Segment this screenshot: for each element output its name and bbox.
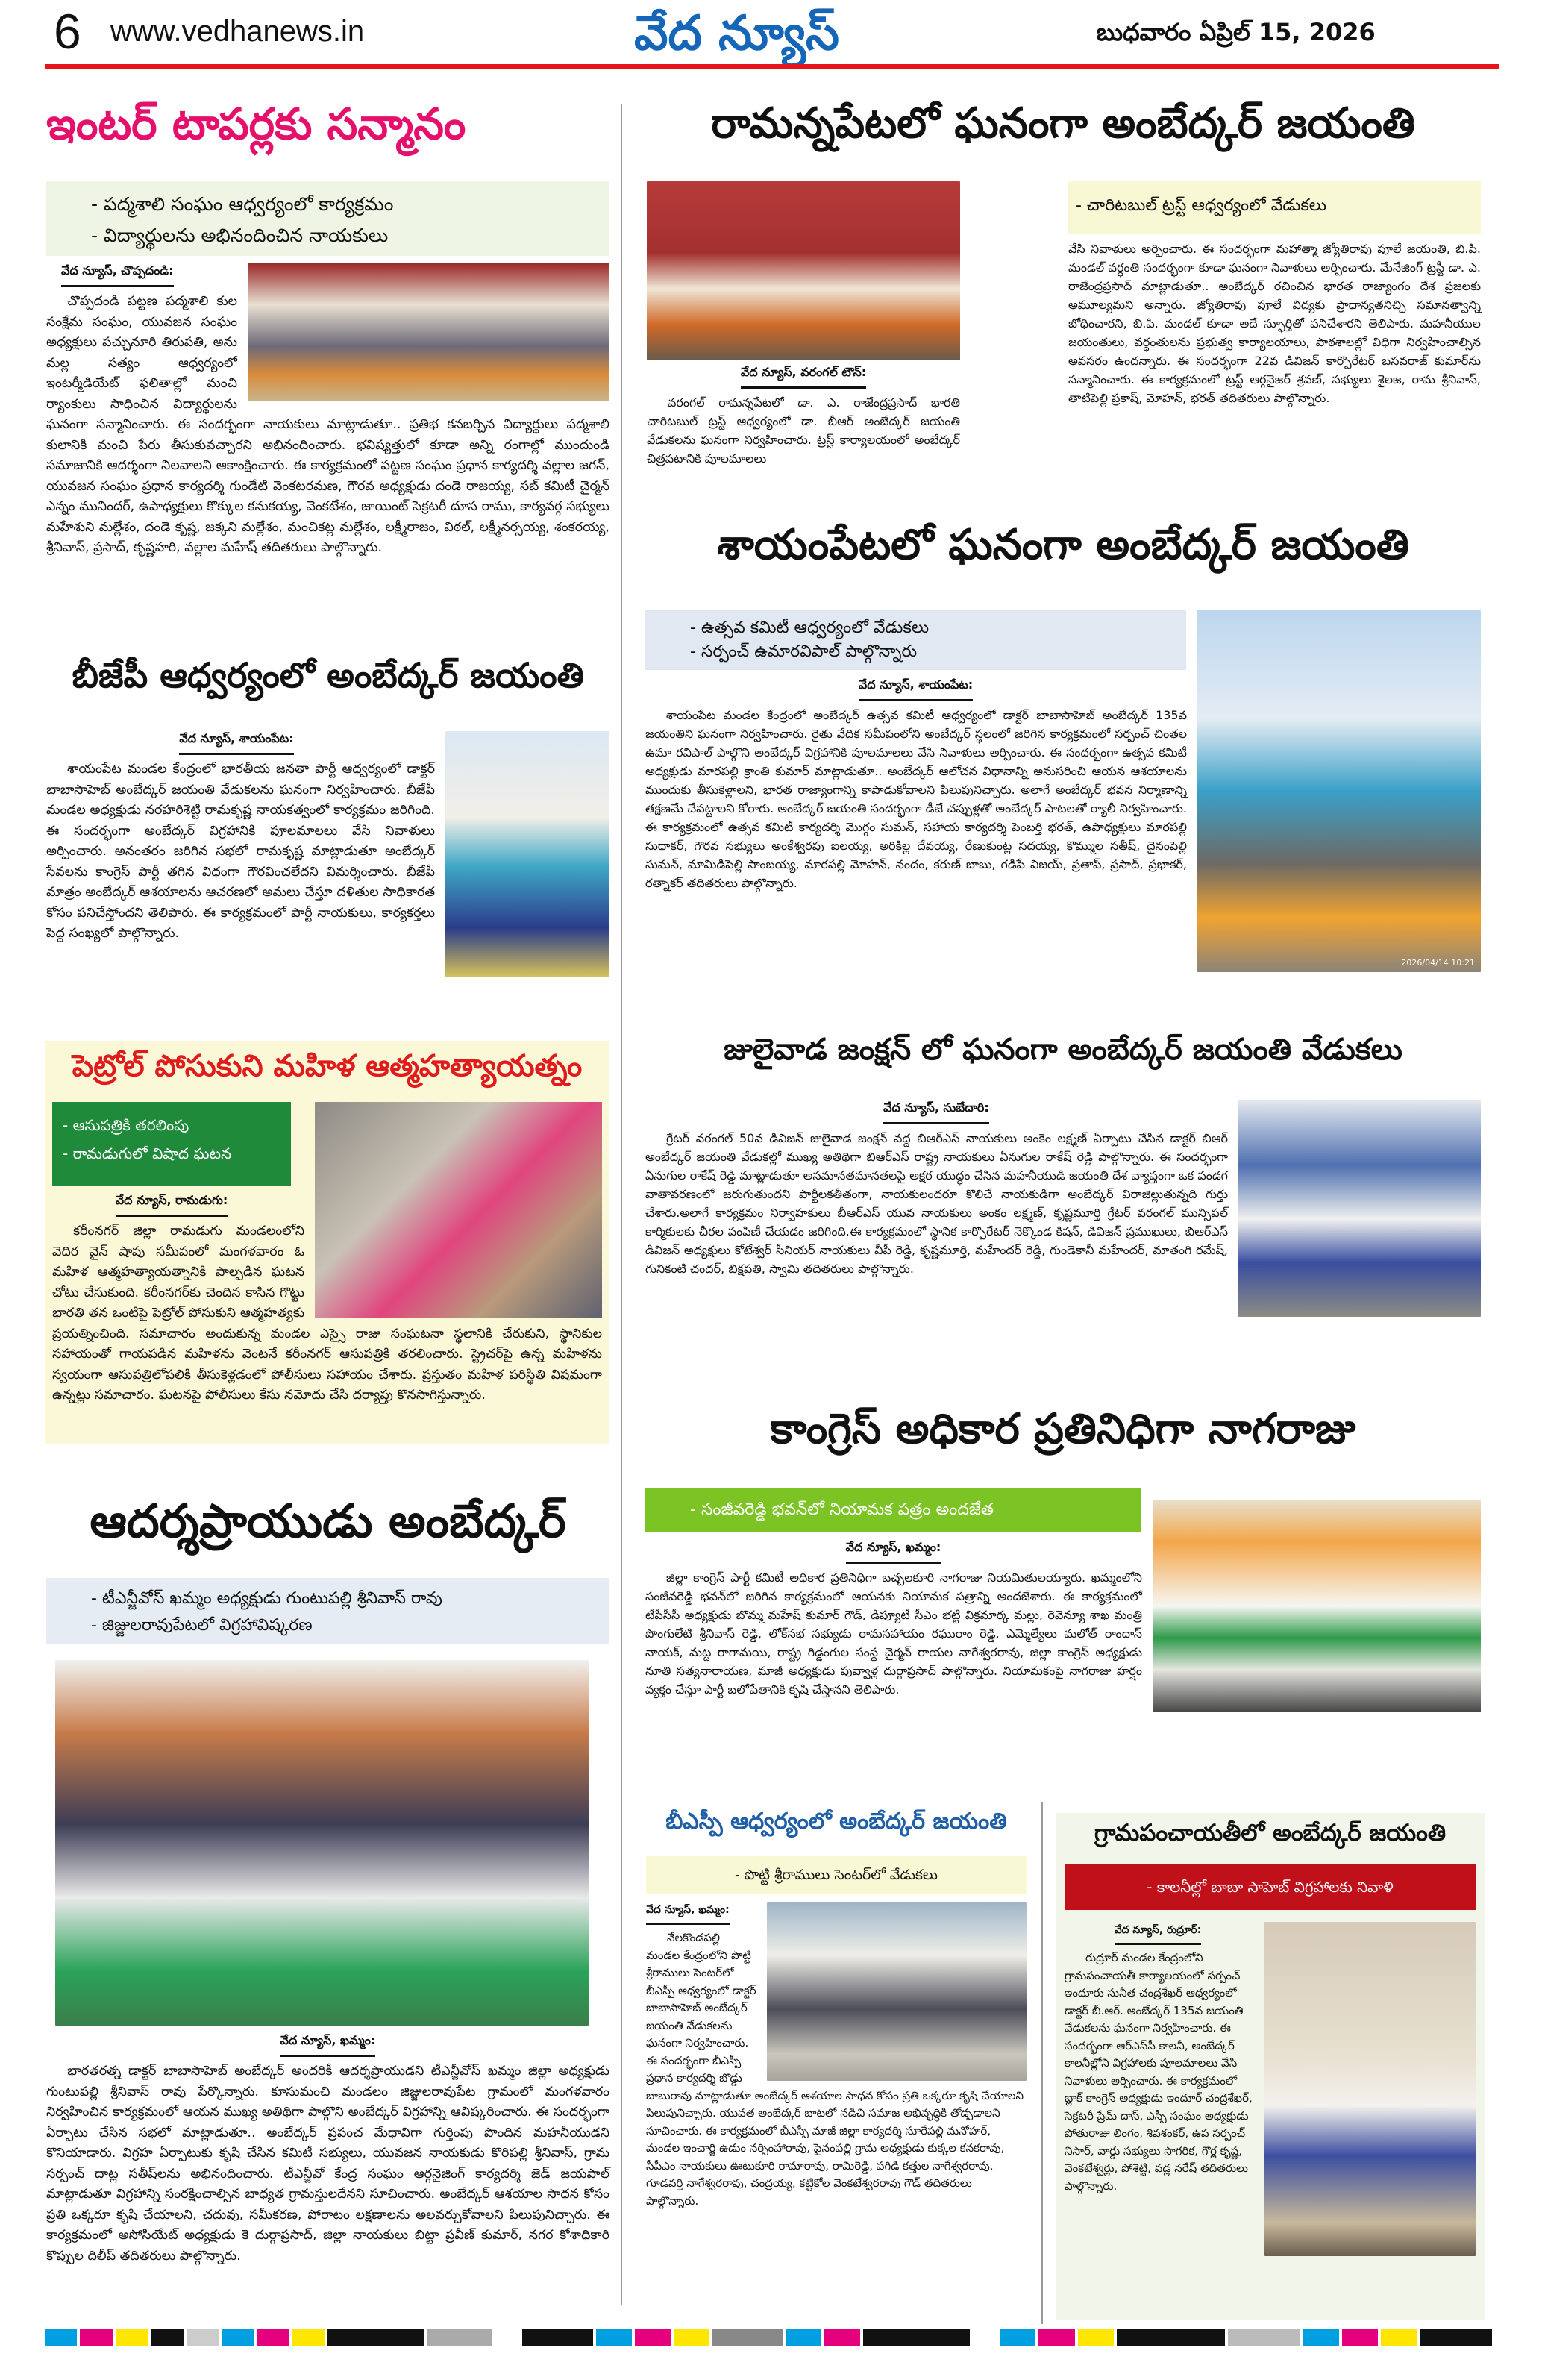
headline: జులైవాడ జంక్షన్ లో ఘనంగా అంబేద్కర్ జయంతి వేడుకలు — [724, 1033, 1402, 1067]
article-bjp-ambedkar — [46, 657, 609, 982]
subhead: - చారిటబుల్ ట్రస్ట్ ఆధ్వర్యంలో వేడుకలు — [1076, 196, 1327, 215]
subhead: - సంజీవరెడ్డి భవన్‌లో నియామక పత్రం అందజేత — [690, 1500, 994, 1519]
article-gram-panchayat-ambedkar — [1056, 1813, 1485, 2320]
color-registration-bar — [522, 2329, 970, 2346]
photo-statue-unveiling-meeting — [55, 1660, 589, 2026]
article-body: భారతరత్న డాక్టర్ బాబాసాహెబ్ అంబేద్కర్ అందరికీ ఆదర్శప్రాయుడని టీఎన్జీవోస్ ఖమ్మం జిల్లా అధ్యక్షుడు గుంటుపల్లి శ్రీనివాస్ రావు పేర్కొన్నారు. కూసుమంచి మండలం జిజ్జులరావుపేట గ్రామంలో మంగళవారం నిర్వహించిన కార్యక్రమంలో ఆయన ముఖ్య అతిథిగా పాల్గొని అంబేద్కర్ విగ్రహాన్ని ఆవిష్కరించారు. ఈ సందర్భంగా ఏర్పాటు చేసిన సభలో మాట్లాడుతూ.. అంబేద్కర్ ప్రపంచ మేధావిగా గుర్తింపు పొందిన మహనీయుడని కొనియాడారు. విగ్రహ ఏర్పాటుకు కృషి చేసిన కమిటీ సభ్యులు, యువజన నాయకుడు కొరిపల్లి శ్రీనివాస్, గ్రామ సర్పంచ్ దాట్ల సతీష్‌లను అభినందించారు. టీఎన్జీవో కేంద్ర సంఘం ఆర్గనైజింగ్ కార్యదర్శి జెడ్ జయపాల్ మాట్లాడుతూ విగ్రహాన్ని సంరక్షించాల్సిన బాధ్యత గ్రామస్తులదేనని సూచించారు. అంబేద్కర్ ఆశయాల సాధన కోసం ప్రతి ఒక్కరూ కృషి చేయాలని, చదువు, సమీకరణ, పోరాటం లక్షణాలను అలవర్చుకోవాలని పిలుపునిచ్చారు. ఈ కార్యక్రమంలో అసోసియేట్ అధ్యక్షుడు కె దుర్గాప్రసాద్, జిల్లా నాయకులు బిట్టా ప్రవీణ్ కుమార్, నగర కోశాధికారి కొప్పుల దిలీప్ తదితరులు పాల్గొన్నారు. — [46, 2064, 609, 2264]
dateline: వేద న్యూస్, శాయంపేట: — [859, 677, 973, 701]
headline: రామన్నపేటలో ఘనంగా అంబేద్కర్ జయంతి — [711, 99, 1415, 148]
article-julaiwada-ambedkar — [645, 1033, 1481, 1321]
page-number: 6 — [54, 4, 81, 59]
photo-trust-felicitation — [647, 181, 960, 360]
subhead: - జిజ్జులరావుపేటలో విగ్రహావిష్కరణ — [91, 1616, 313, 1635]
article-inter-toppers — [46, 98, 609, 559]
color-registration-bar — [45, 2329, 492, 2346]
article-bsp-ambedkar — [646, 1809, 1027, 2210]
subhead: - టీఎన్జీవోస్ ఖమ్మం అధ్యక్షుడు గుంటుపల్లి శ్రీనివాస్ రావు — [91, 1589, 442, 1608]
article-body: రుద్రూర్ మండల కేంద్రంలోని గ్రామపంచాయతీ కార్యాలయంలో సర్పంచ్ ఇందూరు సునీత చంద్రశేఖర్ ఆధ్వర్యంలో డాక్టర్ బీ.ఆర్. అంబేద్కర్ 135వ జయంతి వేడుకలను ఘనంగా నిర్వహించారు. ఈ సందర్భంగా ఆర్ఎస్‌సీ కాలనీ, అంబేద్కర్ కాలనీల్లోని విగ్రహాలకు పూలమాలలు వేసి నివాళులు అర్పించారు. ఈ కార్యక్రమంలో బ్లాక్ కాంగ్రెస్ అధ్యక్షుడు ఇందూర్ చంద్రశేఖర్, సెక్రటరీ ప్రేమ్ దాస్, ఎస్సీ సంఘం అధ్యక్షుడు పోతురాజు లింగం, శివశంకర్, ఉప సర్పంచ్ నిసార్, వార్డు సభ్యులు సాగరిక, గొర్ల కృష్ణ, వెంకటేశ్వర్లు, పోశెట్టి, వడ్ల నరేష్ తదితరులు పాల్గొన్నారు. — [1065, 1951, 1253, 2193]
column-divider — [621, 104, 622, 2305]
article-body-part-2: వేసి నివాళులు అర్పించారు. ఈ సందర్భంగా మహాత్మా జ్యోతిరావు పూలే జయంతి, బి.పి. మండల్ వర్ధంతి సందర్భంగా కూడా ఘనంగా నివాళులు అర్పించారు. మేనేజింగ్ ట్రస్టీ డా. ఎ. రాజేంద్రప్రసాద్ మాట్లాడుతూ.. అంబేద్కర్ రచించిన భారత రాజ్యాంగం దేశ ప్రజలకు అమూల్యమని అన్నారు. జ్యోతిరావు పూలే విద్యకు ప్రాధాన్యతనిచ్చి సమానత్వాన్ని బోధించారని, బి.పి. మండల్ కూడా అదే స్ఫూర్తితో పనిచేశారని తెలిపారు. మహనీయుల జయంతులు, వర్ధంతులను ప్రభుత్వ కార్యాలయాలు, పాఠశాలల్లో విధిగా నిర్వహించాల్సిన అవసరం ఉందన్నారు. ఈ సందర్భంగా 22వ డివిజన్ కార్పొరేటర్ బసవరాజ్ కుమార్‌ను సన్మానించారు. ఈ కార్యక్రమంలో ట్రస్ట్ ఆర్గనైజర్ శ్రవణ్, సభ్యులు శైలజ, రామ శ్రీనివాస్, తాటిపెల్లి ప్రకాష్, మోహన్, భరత్ తదితరులు పాల్గొన్నారు. — [1068, 242, 1481, 405]
headline: బీజేపీ ఆధ్వర్యంలో అంబేద్కర్ జయంతి — [72, 655, 584, 695]
headline: కాంగ్రెస్ అధికార ప్రతినిధిగా నాగరాజు — [770, 1405, 1356, 1453]
color-registration-bar — [1000, 2329, 1492, 2346]
subhead: - రామడుగులో విషాద ఘటన — [63, 1144, 232, 1162]
article-ramannapet-ambedkar — [645, 99, 1481, 466]
article-body: శాయంపేట మండల కేంద్రంలో అంబేద్కర్ ఉత్సవ కమిటీ ఆధ్వర్యంలో డాక్టర్ బాబాసాహెబ్ అంబేద్కర్ 135వ జయంతిని ఘనంగా నిర్వహించారు. రైతు వేదిక సమీపంలోని అంబేద్కర్ స్థలంలో జరిగిన కార్యక్రమంలో సర్పంచ్ చింతల ఉమా రవిపాల్ పాల్గొని అంబేద్కర్ విగ్రహానికి పూలమాలలు వేసి నివాళులు అర్పించారు. ఈ సందర్భంగా ఉత్సవ కమిటీ అధ్యక్షుడు మారపల్లి క్రాంతి కుమార్ మాట్లాడుతూ.. అంబేద్కర్ ఆలోచన విధానాన్ని అనుసరించి ఆయన ఆశయాలను ముందుకు తీసుకెళ్లాలని, భారత రాజ్యాంగాన్ని కాపాడుకోవాలని పిలుపునిచ్చారు. అలాగే అంబేద్కర్ భవన నిర్మాణాన్ని తక్షణమే చేపట్టాలని కోరారు. అంబేద్కర్ జయంతి సందర్భంగా డీజే చప్పుళ్లతో అంబేద్కర్ పాటలతో ర్యాలీ నిర్వహించారు. ఈ కార్యక్రమంలో ఉత్సవ కమిటీ కార్యదర్శి మొగ్గం సుమన్, సహాయ కార్యదర్శి పెంబర్తి భరత్, ఉపాధ్యక్షులు మారపల్లి సుధాకర్, గౌరవ సభ్యులు అంకేశ్వరపు ఐలయ్య, అరికిల్ల దేవయ్య, రేణుకుంట్ల సదయ్య, కొమ్ముల సతీష్, దైనంపెల్లి సుమన్, మామిడిపెల్లి సాంబయ్య, మారపల్లి మోహన్, నందం, కరుణ్ బాబు, గడిపే విజయ్, ప్రతాప్, ప్రసాద్, ప్రభాకర్, రత్నాకర్ తదితరులు పాల్గొన్నారు. — [645, 708, 1187, 890]
issue-date: బుధవారం ఏప్రిల్ 15, 2026 — [1097, 18, 1376, 46]
article-body: నేలకొండపల్లి మండల కేంద్రంలోని పొట్టి శ్రీరాములు సెంటర్‌లో బీఎస్పీ ఆధ్వర్యంలో డాక్టర్ బాబాసాహెబ్ అంబేద్కర్ జయంతి వేడుకలను ఘనంగా నిర్వహించారు. ఈ సందర్భంగా బీఎస్పీ ప్రధాన కార్యదర్శి బొడ్డు బాబురావు మాట్లాడుతూ అంబేద్కర్ ఆశయాల సాధన కోసం ప్రతి ఒక్కరూ కృషి చేయాలని పిలుపునిచ్చారు. యువత అంబేద్కర్ బాటలో నడిచి సమాజ అభివృద్ధికి తోడ్పడాలని సూచించారు. ఈ కార్యక్రమంలో బీఎస్పీ మాజీ జిల్లా కార్యదర్శి సూరేపల్లి మనోహర్, మండల ఇంచార్జి ఉడుం నర్సింహారావు, పైనంపల్లి గ్రామ అధ్యక్షుడు కుక్కల కనకరావు, సీపీఎం నాయకులు ఊటుకూరి రామారావు, రామిరెడ్డి, పగిడి కత్తుల నాగేశ్వరరావు, గూడవర్తి నాగేశ్వరరావు, చంద్రయ్య, కట్టికోల వెంకటేశ్వరరావు గౌడ్ తదితరులు పాల్గొన్నారు. — [646, 1931, 1024, 2208]
article-body: శాయంపేట మండల కేంద్రంలో భారతీయ జనతా పార్టీ ఆధ్వర్యంలో డాక్టర్ బాబాసాహెబ్ అంబేద్కర్ జయంతి వేడుకలను ఘనంగా నిర్వహించారు. బీజేపీ మండల అధ్యక్షుడు నరహరిశెట్టి రామకృష్ణ నాయకత్వంలో కార్యక్రమం జరిగింది. ఈ సందర్భంగా అంబేద్కర్ విగ్రహానికి పూలమాలలు వేసి నివాళులు అర్పించారు. అనంతరం జరిగిన సభలో రామకృష్ణ మాట్లాడుతూ అంబేద్కర్ సేవలను కాంగ్రెస్ పార్టీ తగిన విధంగా గౌరవించలేదని విమర్శించారు. బీజేపీ మాత్రం అంబేద్కర్ ఆశయాలను ఆచరణలో అమలు చేస్తూ దళితుల సాధికారత కోసం పనిచేస్తోందని తెలిపారు. ఈ కార్యక్రమంలో పార్టీ నాయకులు, కార్యకర్తలు పెద్ద సంఖ్యలో పాల్గొన్నారు. — [46, 762, 435, 941]
article-petrol-suicide-attempt — [45, 1041, 609, 1444]
dateline: వేద న్యూస్, చొప్పదండి: — [61, 263, 174, 287]
photo-julaiwada-event — [1238, 1100, 1481, 1317]
dateline: వేద న్యూస్, సుబేదారి: — [883, 1100, 989, 1124]
subhead-box — [46, 181, 609, 256]
subhead-box — [645, 1488, 1141, 1532]
dateline: వేద న్యూస్, ఖమ్మం: — [846, 1540, 941, 1564]
article-shayampet-ambedkar — [645, 522, 1481, 977]
photo-students-felicitation — [248, 263, 609, 401]
subhead: - సర్పంచ్ ఉమారవిపాల్ పాల్గొన్నారు — [690, 642, 918, 661]
headline: ఆదర్శప్రాయుడు అంబేద్కర్ — [90, 1494, 566, 1548]
headline: గ్రామపంచాయతీలో అంబేద్కర్ జయంతి — [1094, 1820, 1447, 1847]
website-url[interactable]: www.vedhanews.in — [110, 15, 365, 48]
article-body: గ్రేటర్ వరంగల్ 50వ డివిజన్ జులైవాడ జంక్షన్ వద్ద బిఆర్ఎస్ నాయకులు అంకెం లక్ష్మణ్ ఏర్పాటు చేసిన డాక్టర్ బిఆర్ అంబేద్కర్ జయంతి వేడుకల్లో ముఖ్య అతిథిగా బిఆర్ఎస్ రాష్ట్ర నాయకులు ఏనుగుల రాకేష్ రెడ్డి పాల్గొన్నారు. ఈ సందర్భంగా ఏనుగుల రాకేష్ రెడ్డి మాట్లాడుతూ అసమానతమానతలపై అక్షర యుద్ధం చేసిన మహనీయుడి జయంతి దేశ వ్యాప్తంగా ఒక పండగ వాతావరణంలో జరుగుతుందని పార్టీలకతీతంగా, నాయకులందరూ కొలిచే నాయకుడిగా అంబేద్కర్ విరాజిల్లుతున్నది గుర్తు చేశారు.అలాగే కార్యక్రమం నిర్వాహకులు బీఆర్ఎస్ యువ నాయకులు అంకం లక్ష్మణ్, కృష్ణమూర్తి గ్రేటర్ వరంగల్ మున్సిపల్ కార్మికులకు చీరల పంపిణీ చేయడం జరిగింది.ఈ కార్యక్రమంలో స్థానిక కార్పొరేటర్ నెక్కొండ కిషన్, డివిజన్ ప్రముఖులు, బిఆర్ఎస్ డివిజన్ అధ్యక్షులు కోటేశ్వర్ సీనియర్ నాయకులు వీపీ రెడ్డి, కృష్ణమూర్తి, మహేందర్ రెడ్డి, గుండెకానీ మహేందర్, మాతంగి రమేష్, గునికంటి చందర్, బిక్షపతి, స్వామి తదితరులు పాల్గొన్నారు. — [645, 1131, 1228, 1276]
column-divider — [1041, 1802, 1043, 2324]
subhead-box — [1068, 181, 1481, 234]
subhead: - పద్మశాలి సంఘం ఆధ్వర్యంలో కార్యక్రమం — [91, 193, 394, 215]
subhead: - ఉత్సవ కమిటీ ఆధ్వర్యంలో వేడుకలు — [690, 619, 930, 637]
headline: శాయంపేటలో ఘనంగా అంబేద్కర్ జయంతి — [717, 521, 1409, 569]
photo-ambedkar-statue — [445, 731, 609, 977]
photo-timestamp: 2026/04/14 10:21 — [1401, 958, 1475, 968]
headline: బీఎస్పీ ఆధ్వర్యంలో అంబేద్కర్ జయంతి — [665, 1809, 1007, 1835]
subhead-box — [46, 1578, 609, 1644]
subhead-box — [1065, 1864, 1476, 1910]
article-congress-nagaraju — [645, 1406, 1481, 1717]
dateline: వేద న్యూస్, ఖమ్మం: — [646, 1904, 730, 1925]
subhead: - కాలనీల్లో బాబా సాహెబ్ విగ్రహాలకు నివాళి — [1147, 1878, 1394, 1896]
subhead: - పొట్టి శ్రీరాములు సెంటర్‌లో వేడుకలు — [735, 1867, 938, 1883]
photo-hospital-stretcher — [315, 1102, 602, 1318]
dateline: వేద న్యూస్, ఖమ్మం: — [280, 2033, 376, 2057]
subhead-box — [645, 610, 1186, 670]
subhead: - విద్యార్థులను అభినందించిన నాయకులు — [91, 225, 389, 246]
photo-appointment-letter — [1153, 1500, 1481, 1712]
masthead-logo: వేద న్యూస్ — [634, 6, 839, 61]
photo-shayampet-statue — [1197, 610, 1481, 972]
dateline: వేద న్యూస్, రుద్రూర్: — [1115, 1924, 1202, 1945]
dateline: వేద న్యూస్, శాయంపేట: — [179, 731, 293, 755]
subhead-box — [646, 1856, 1027, 1894]
photo-gram-panchayat-event — [1264, 1922, 1476, 2256]
headline: ఇంటర్ టాపర్లకు సన్మానం — [46, 98, 466, 149]
article-body: కరీంనగర్ జిల్లా రామడుగు మండలంలోని వెదిర వైన్ షాపు సమీపంలో మంగళవారం ఓ మహిళ ఆత్మహత్యాయత్నానికి పాల్పడిన ఘటన చోటు చేసుకుంది. కరీంనగర్‌కు చెందిన కాసిన గొట్టు భారతి తన ఒంటిపై పెట్రోల్ పోసుకుని ఆత్మహత్యకు ప్రయత్నించింది. సమాచారం అందుకున్న మండల ఎస్సై రాజు సంఘటనా స్థలానికి చేరుకుని, స్థానికుల సహాయంతో గాయపడిన మహిళను వెంటనే కరీంనగర్ ఆసుపత్రికి తరలించారు. స్ట్రెచర్‌పై ఉన్న మహిళను స్వయంగా ఆసుపత్రిలోపలికి తీసుకెళ్లడంలో పోలీసులు సహాయం చేశారు. ప్రస్తుతం మహిళ పరిస్థితి విషమంగా ఉన్నట్లు సమాచారం. ఘటనపై పోలీసులు కేసు నమోదు చేసి దర్యాప్తు కొనసాగిస్తున్నారు. — [52, 1224, 602, 1403]
photo-bsp-event — [767, 1902, 1027, 2081]
article-ideal-ambedkar — [46, 1496, 609, 2267]
subhead: - ఆసుపత్రికి తరలింపు — [63, 1116, 189, 1134]
article-body-part-1: వరంగల్ రామన్నపేటలో డా. ఎ. రాజేంద్రప్రసాద్ భారతి చారిటబుల్ ట్రస్ట్ ఆధ్వర్యంలో డా. బీఆర్ అంబేద్కర్ జయంతి వేడుకలను ఘనంగా నిర్వహించారు. ట్రస్ట్ కార్యాలయంలో అంబేద్కర్ చిత్రపటానికి పూలమాలలు — [647, 395, 960, 466]
subhead-box — [52, 1102, 291, 1186]
dateline: వేద న్యూస్, రామడుగు: — [116, 1193, 228, 1217]
header-rule — [45, 64, 1499, 69]
headline: పెట్రోల్ పోసుకుని మహిళ ఆత్మహత్యాయత్నం — [72, 1049, 583, 1083]
dateline: వేద న్యూస్, వరంగల్ టౌన్: — [741, 365, 866, 389]
article-body: జిల్లా కాంగ్రెస్ పార్టీ కమిటీ అధికార ప్రతినిధిగా బచ్చలకూరి నాగరాజు నియమితులయ్యారు. ఖమ్మంలోని సంజీవరెడ్డి భవన్‌లో జరిగిన కార్యక్రమంలో ఆయనకు నియామక పత్రాన్ని అందజేశారు. ఈ కార్యక్రమంలో టీపీసీసీ అధ్యక్షుడు బొమ్మ మహేష్ కుమార్ గౌడ్, డిప్యూటీ సీఎం భట్టి విక్రమార్క మల్లు, రెవెన్యూ శాఖ మంత్రి పొంగులేటి శ్రీనివాస్ రెడ్డి, లోక్‌సభ సభ్యుడు రామసహాయం రఘురాం రెడ్డి, ఎమ్మెల్యేలు మలోత్ రాందాస్ నాయక్, మట్ట రాగామయి, రాష్ట్ర గిడ్డంగుల సంస్థ చైర్మన్ రాయల నాగేశ్వరరావు, జిల్లా కాంగ్రెస్ అధ్యక్షుడు నూతి సత్యనారాయణ, మాజీ అధ్యక్షుడు పువ్వాళ్ల దుర్గాప్రసాద్ పాల్గొన్నారు. నియామకంపై నాగరాజు హర్షం వ్యక్తం చేస్తూ పార్టీ బలోపేతానికి కృషి చేస్తానని తెలిపారు. — [645, 1571, 1142, 1697]
article-body: చొప్పదండి పట్టణ పద్మశాలి కుల సంక్షేమ సంఘం, యువజన సంఘం అధ్యక్షులు పచ్చునూరి తిరుపతి, అను మల్ల సత్యం ఆధ్వర్యంలో ఇంటర్మీడియేట్ ఫలితాల్లో మంచి ర్యాంకులు సాధించిన విద్యార్థులను ఘనంగా సన్మానించారు. ఈ సందర్భంగా నాయకులు మాట్లాడుతూ.. ప్రతిభ కనబర్చిన విద్యార్థులు పద్మశాలి కులానికి మంచి పేరు తీసుకువచ్చారని అభినందించారు. భవిష్యత్తులో కూడా అన్ని రంగాల్లో ముందుండి సమాజానికి ఆదర్శంగా నిలవాలని ఆకాంక్షించారు. ఈ కార్యక్రమంలో పట్టణ సంఘం ప్రధాన కార్యదర్శి వల్లాల జగన్, యువజన సంఘం ప్రధాన కార్యదర్శి గుండేటి వెంకటరమణ, గౌరవ అధ్యక్షుడు దండె రాజయ్య, సబ్ కమిటీ చైర్మన్ ఎన్నం మునిందర్, ఉపాధ్యక్షులు కొక్కుల కనుకయ్య, వెంకటేశం, జాయింట్ సెక్రటరీ దూస రాము, కార్యవర్గ సభ్యులు మహేశుని మల్లేశం, దండె కృష్ణ, జక్కని మల్లేశం, మంచికట్ల మల్లేశం, లక్ష్మీరాజం, విఠల్, లక్ష్మీనర్సయ్య, శంకరయ్య, శ్రీనివాస్, ప్రసాద్, కృష్ణహరి, వల్లాల మహేష్ తదితరులు పాల్గొన్నారు. — [46, 294, 609, 555]
